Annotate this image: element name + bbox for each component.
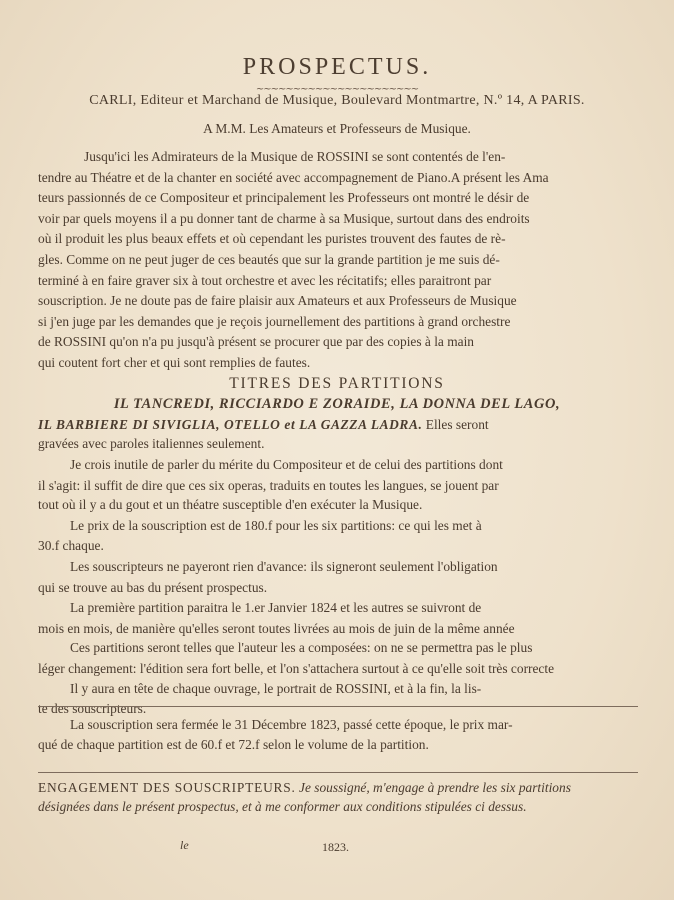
title-flourish: ~~~~~~~~~~~~~~~~~~~~~~: [255, 84, 419, 95]
paragraph1-line: teurs passionnés de ce Compositeur et principalement les Professeurs ont montré le désir de: [38, 190, 530, 206]
engagement-text-2: désignées dans le présent prospectus, et à me conformer aux conditions stipulées ci dessus.: [38, 799, 527, 814]
footer-le: le: [180, 838, 189, 852]
paragraph2-line: tout où il y a du gout et un théatre susceptible d'en exécuter la Musique.: [38, 497, 423, 513]
paragraph1-line: terminé à en faire graver six à tout orchestre et avec les récitatifs; elles paraitront par: [38, 272, 492, 288]
titles-line-2: [38, 416, 638, 434]
addressee-line: A M.M. Les Amateurs et Professeurs de Musique.: [203, 121, 471, 136]
paragraph6-line: te des souscripteurs.: [38, 701, 147, 716]
paragraph3-line: Le prix de la souscription est de 180.f pour les six partitions: ce qui les met à: [70, 517, 482, 533]
paragraph5-line: La première partition paraitra le 1.er Janvier 1824 et les autres se suivront de: [70, 600, 482, 616]
paragraph2-line: Je crois inutile de parler du mérite du Compositeur et de celui des partitions dont: [70, 456, 503, 472]
titles-line-3: gravées avec paroles italiennes seulement.: [38, 436, 265, 452]
paragraph1-line: gles. Comme on ne peut juger de ces beautés que sur la grande partition je me suis dé-: [38, 252, 500, 267]
paragraph1-line: de ROSSINI qu'on n'a pu jusqu'à présent se procurer que par des copies à la main: [38, 334, 474, 350]
paragraph5-line: mois en mois, de manière qu'elles seront toutes livrées au mois de juin de la même année: [38, 620, 515, 636]
titles-line-1: IL TANCREDI, RICCIARDO E ZORAIDE, LA DONNA DEL LAGO,: [113, 396, 561, 413]
paragraph1-line: qui coutent fort cher et qui sont remplies de fautes.: [38, 355, 311, 370]
engagement-line-1: [38, 772, 638, 797]
paragraph6-line: Il y aura en tête de chaque ouvrage, le portrait de ROSSINI, et à la fin, la lis-: [70, 681, 482, 697]
paragraph1-line: si j'en juge par les demandes que je reçois journellement des partitions à grand orchestre: [38, 313, 511, 329]
paragraph4-line: qui se trouve au bas du présent prospectus.: [38, 579, 268, 595]
paragraph1-line: souscription. Je ne doute pas de faire plaisir aux Amateurs et aux Professeurs de Musique: [38, 293, 517, 309]
paragraph7-line: La souscription sera fermée le 31 Décembre 1823, passé cette époque, le prix mar-: [70, 717, 513, 732]
paragraph4-line: Les souscripteurs ne payeront rien d'avance: ils signeront seulement l'obligation: [70, 558, 498, 574]
paragraph1-line: où il produit les plus beaux effets et où cependant les puristes trouvent des fautes de rè-: [38, 231, 506, 247]
paragraph1-line: voir par quels moyens il a pu donner tant de charme à sa Musique, surtout dans des endroits: [38, 210, 530, 226]
paragraph1-line: Jusqu'ici les Admirateurs de la Musique de ROSSINI se sont contentés de l'en-: [84, 149, 506, 164]
titles-line-2-operas: IL BARBIERE DI SIVIGLIA, OTELLO et LA GAZZA LADRA.: [38, 416, 423, 432]
paragraph5-line: léger changement: l'édition sera fort belle, et l'on s'attachera surtout à ce qu'elle soit très correcte: [38, 660, 555, 676]
engagement-text-1: Je soussigné, m'engage à prendre les six partitions: [295, 780, 571, 795]
document-title: PROSPECTUS.: [242, 54, 432, 80]
paragraph2-line: il s'agit: il suffit de dire que ces six operas, traduits en toutes les langues, se jouent par: [38, 477, 499, 493]
engagement-divider: [38, 706, 638, 707]
titles-line-2-rest: Elles seront: [422, 416, 489, 432]
titles-heading: TITRES DES PARTITIONS: [229, 374, 445, 392]
paragraph3-line: 30.f chaque.: [38, 538, 104, 554]
paragraph1-line: tendre au Théatre et de la chanter en société avec accompagnement de Piano.A présent les Ama: [38, 169, 549, 185]
footer-year: 1823.: [322, 840, 349, 854]
publisher-line: CARLI, Editeur et Marchand de Musique, Boulevard Montmartre, N.º 14, A PARIS.: [89, 93, 585, 108]
engagement-label: ENGAGEMENT DES SOUSCRIPTEURS.: [38, 780, 296, 795]
paragraph5-line: Ces partitions seront telles que l'auteur les a composées: on ne se permettra pas le plus: [70, 640, 533, 656]
paragraph7-line: qué de chaque partition est de 60.f et 72.f selon le volume de la partition.: [38, 737, 429, 752]
